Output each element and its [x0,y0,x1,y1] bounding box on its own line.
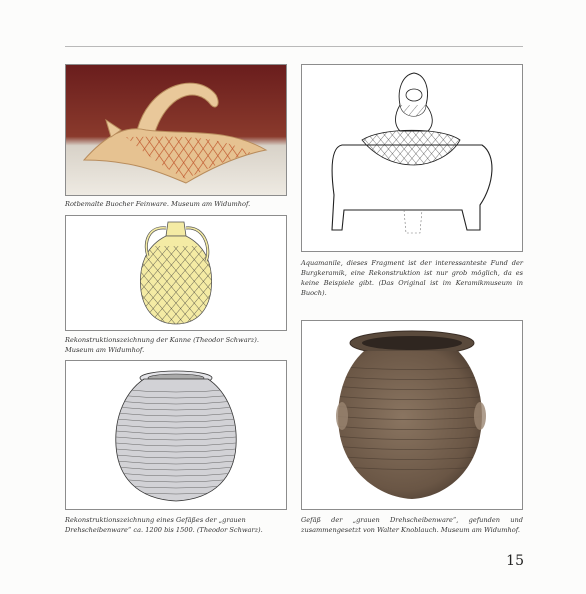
drawing-jug [65,215,287,331]
caption-dark-pot: Gefäß der „grauen Drehscheibenware“, gefunden und zusammengesetzt von Walter Knoblauch. Museum am Widumhof. [301,516,523,534]
drawing-grey-pot [65,360,287,510]
caption-red-painted-ware: Rotbemalte Buocher Feinware. Museum am Widumhof. [65,200,251,208]
drawing-aquamanile [301,64,523,252]
header-rule [65,46,523,47]
photo-red-painted-ware [65,64,287,196]
caption-jug: Rekonstruktionszeichnung der Kanne (Theodor Schwarz). Museum am Widumhof. [65,336,259,354]
photo-dark-pot [301,320,523,510]
page-number: 15 [506,553,524,569]
caption-aquamanile: Aquamanile, dieses Fragment ist der interessanteste Fund der Burgkeramik, eine Rekonstruktion ist nur grob möglich, da es keine Beispiele gibt. (Das Original ist im Keramikmuseum in Buoch). [301,259,523,297]
caption-grey-pot: Rekonstruktionszeichnung eines Gefäßes der „grauen Drehscheibenware“ ca. 1200 bis 1500. (Theodor Schwarz). [65,516,263,534]
